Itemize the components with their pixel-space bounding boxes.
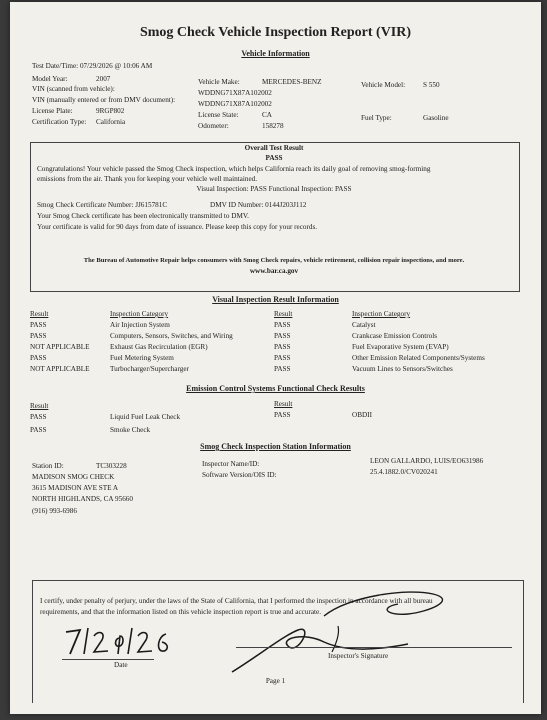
functional-right-result-header: Result <box>274 400 293 408</box>
cert-type-label: Certification Type: <box>32 118 87 126</box>
visual-right-result: PASS <box>274 343 291 351</box>
visual-left-category: Turbocharger/Supercharger <box>110 365 189 373</box>
visual-left-result: NOT APPLICABLE <box>30 343 90 351</box>
visual-right-result: PASS <box>274 332 291 340</box>
license-state-label: License State: <box>198 111 239 119</box>
visual-left-result-header: Result <box>30 310 49 318</box>
overall-heading: Overall Test Result <box>244 144 304 152</box>
overall-result: PASS <box>265 154 283 162</box>
visual-left-result: PASS <box>30 354 47 362</box>
visual-functional-summary: Visual Inspection: PASS Functional Inspection: PASS <box>196 185 352 193</box>
fuel-type-label: Fuel Type: <box>361 114 392 122</box>
bar-notice: The Bureau of Automotive Repair helps consumers with Smog Check repairs, vehicle retirement, collision repair inspections, and more. <box>83 257 465 264</box>
visual-left-category: Air Injection System <box>110 321 170 329</box>
visual-right-result-header: Result <box>274 310 293 318</box>
license-plate-value: 9RGP802 <box>96 107 125 115</box>
visual-right-category: Other Emission Related Components/Systems <box>352 354 485 362</box>
functional-left-result: PASS <box>30 413 47 421</box>
station-phone: (916) 993-6986 <box>32 507 77 515</box>
software-label: Software Version/OIS ID: <box>202 471 277 479</box>
date-line <box>62 659 154 660</box>
vin-manual-label: VIN (manually entered or from DMV document): <box>32 96 176 104</box>
model-year-label: Model Year: <box>32 75 68 83</box>
report-title: Smog Check Vehicle Inspection Report (VIR) <box>139 25 412 40</box>
functional-left-category: Smoke Check <box>110 426 151 434</box>
station-heading: Smog Check Inspection Station Information <box>200 442 351 451</box>
dmv-id-number: DMV ID Number: 0144J203J112 <box>210 201 307 209</box>
bar-website: www.bar.ca.gov <box>249 267 299 275</box>
odometer-value: 158278 <box>262 122 284 130</box>
visual-right-result: PASS <box>274 365 291 373</box>
cert-type-value: California <box>96 118 126 126</box>
visual-heading: Visual Inspection Result Information <box>212 295 339 304</box>
vin-scanned-value: WDDNG71X87A102002 <box>198 89 272 97</box>
inspector-signature <box>228 586 468 676</box>
vin-manual-value: WDDNG71X87A102002 <box>198 100 272 108</box>
license-state-value: CA <box>262 111 272 119</box>
station-id-label: Station ID: <box>32 462 64 470</box>
visual-right-result: PASS <box>274 354 291 362</box>
station-id-value: TC303228 <box>96 462 127 470</box>
vehicle-info-heading: Vehicle Information <box>241 49 310 58</box>
visual-right-category: Vacuum Lines to Sensors/Switches <box>352 365 453 373</box>
certification-line-2: requirements, and that the information listed on this vehicle inspection report is true and accurate. <box>40 608 322 616</box>
functional-right-result: PASS <box>274 411 291 419</box>
signature-line <box>236 647 512 648</box>
visual-right-category: Catalyst <box>352 321 376 329</box>
inspector-value: LEON GALLARDO, LUIS/EO631986 <box>370 457 484 465</box>
certification-line-1: I certify, under penalty of perjury, under the laws of the State of California, that I performed the inspection in accordance with all bureau <box>40 597 433 605</box>
visual-right-category: Crankcase Emission Controls <box>352 332 438 340</box>
station-address-1: 3615 MADISON AVE STE A <box>32 484 119 492</box>
functional-heading: Emission Control Systems Functional Check Results <box>186 384 365 393</box>
visual-right-category: Fuel Evaporative System (EVAP) <box>352 343 449 351</box>
station-address-2: NORTH HIGHLANDS, CA 95660 <box>32 495 133 503</box>
odometer-label: Odometer: <box>198 122 229 130</box>
functional-left-category: Liquid Fuel Leak Check <box>110 413 181 421</box>
model-year-value: 2007 <box>96 75 111 83</box>
handwritten-date <box>58 624 178 658</box>
transmitted-note: Your Smog Check certificate has been electronically transmitted to DMV. <box>37 212 249 220</box>
visual-left-category: Fuel Metering System <box>110 354 174 362</box>
model-value: S 550 <box>423 81 440 89</box>
visual-right-category-header: Inspection Category <box>352 310 411 318</box>
inspector-label: Inspector Name/ID: <box>202 460 260 468</box>
vin-scanned-label: VIN (scanned from vehicle): <box>32 85 115 93</box>
software-value: 25.4.1882.0/CV020241 <box>370 468 438 476</box>
make-label: Vehicle Make: <box>198 78 240 86</box>
functional-right-category: OBDII <box>352 411 372 419</box>
visual-left-category: Exhaust Gas Recirculation (EGR) <box>110 343 208 351</box>
make-value: MERCEDES-BENZ <box>262 78 322 86</box>
model-label: Vehicle Model: <box>361 81 406 89</box>
visual-left-category-header: Inspection Category <box>110 310 169 318</box>
validity-note: Your certificate is valid for 90 days from date of issuance. Please keep this copy for your records. <box>37 223 318 231</box>
functional-left-result: PASS <box>30 426 47 434</box>
visual-left-category: Computers, Sensors, Switches, and Wiring <box>110 332 233 340</box>
fuel-type-value: Gasoline <box>423 114 449 122</box>
date-label: Date <box>114 661 128 669</box>
station-name: MADISON SMOG CHECK <box>32 473 115 481</box>
certificate-number: Smog Check Certificate Number: JJ615781C <box>37 201 168 209</box>
page-number: Page 1 <box>265 677 286 685</box>
signature-label: Inspector's Signature <box>328 652 389 660</box>
visual-left-result: PASS <box>30 332 47 340</box>
congrats-line-2: emissions from the air. Thank you for keeping your vehicle well maintained. <box>37 175 258 183</box>
visual-right-result: PASS <box>274 321 291 329</box>
functional-left-result-header: Result <box>30 402 49 410</box>
visual-left-result: NOT APPLICABLE <box>30 365 90 373</box>
inspection-report-page <box>10 2 541 714</box>
test-datetime: Test Date/Time: 07/29/2026 @ 10:06 AM <box>32 62 153 70</box>
license-plate-label: License Plate: <box>32 107 73 115</box>
visual-left-result: PASS <box>30 321 47 329</box>
congrats-line-1: Congratulations! Your vehicle passed the Smog Check inspection, which helps California reach its daily goal of removing smog-forming <box>37 165 431 173</box>
